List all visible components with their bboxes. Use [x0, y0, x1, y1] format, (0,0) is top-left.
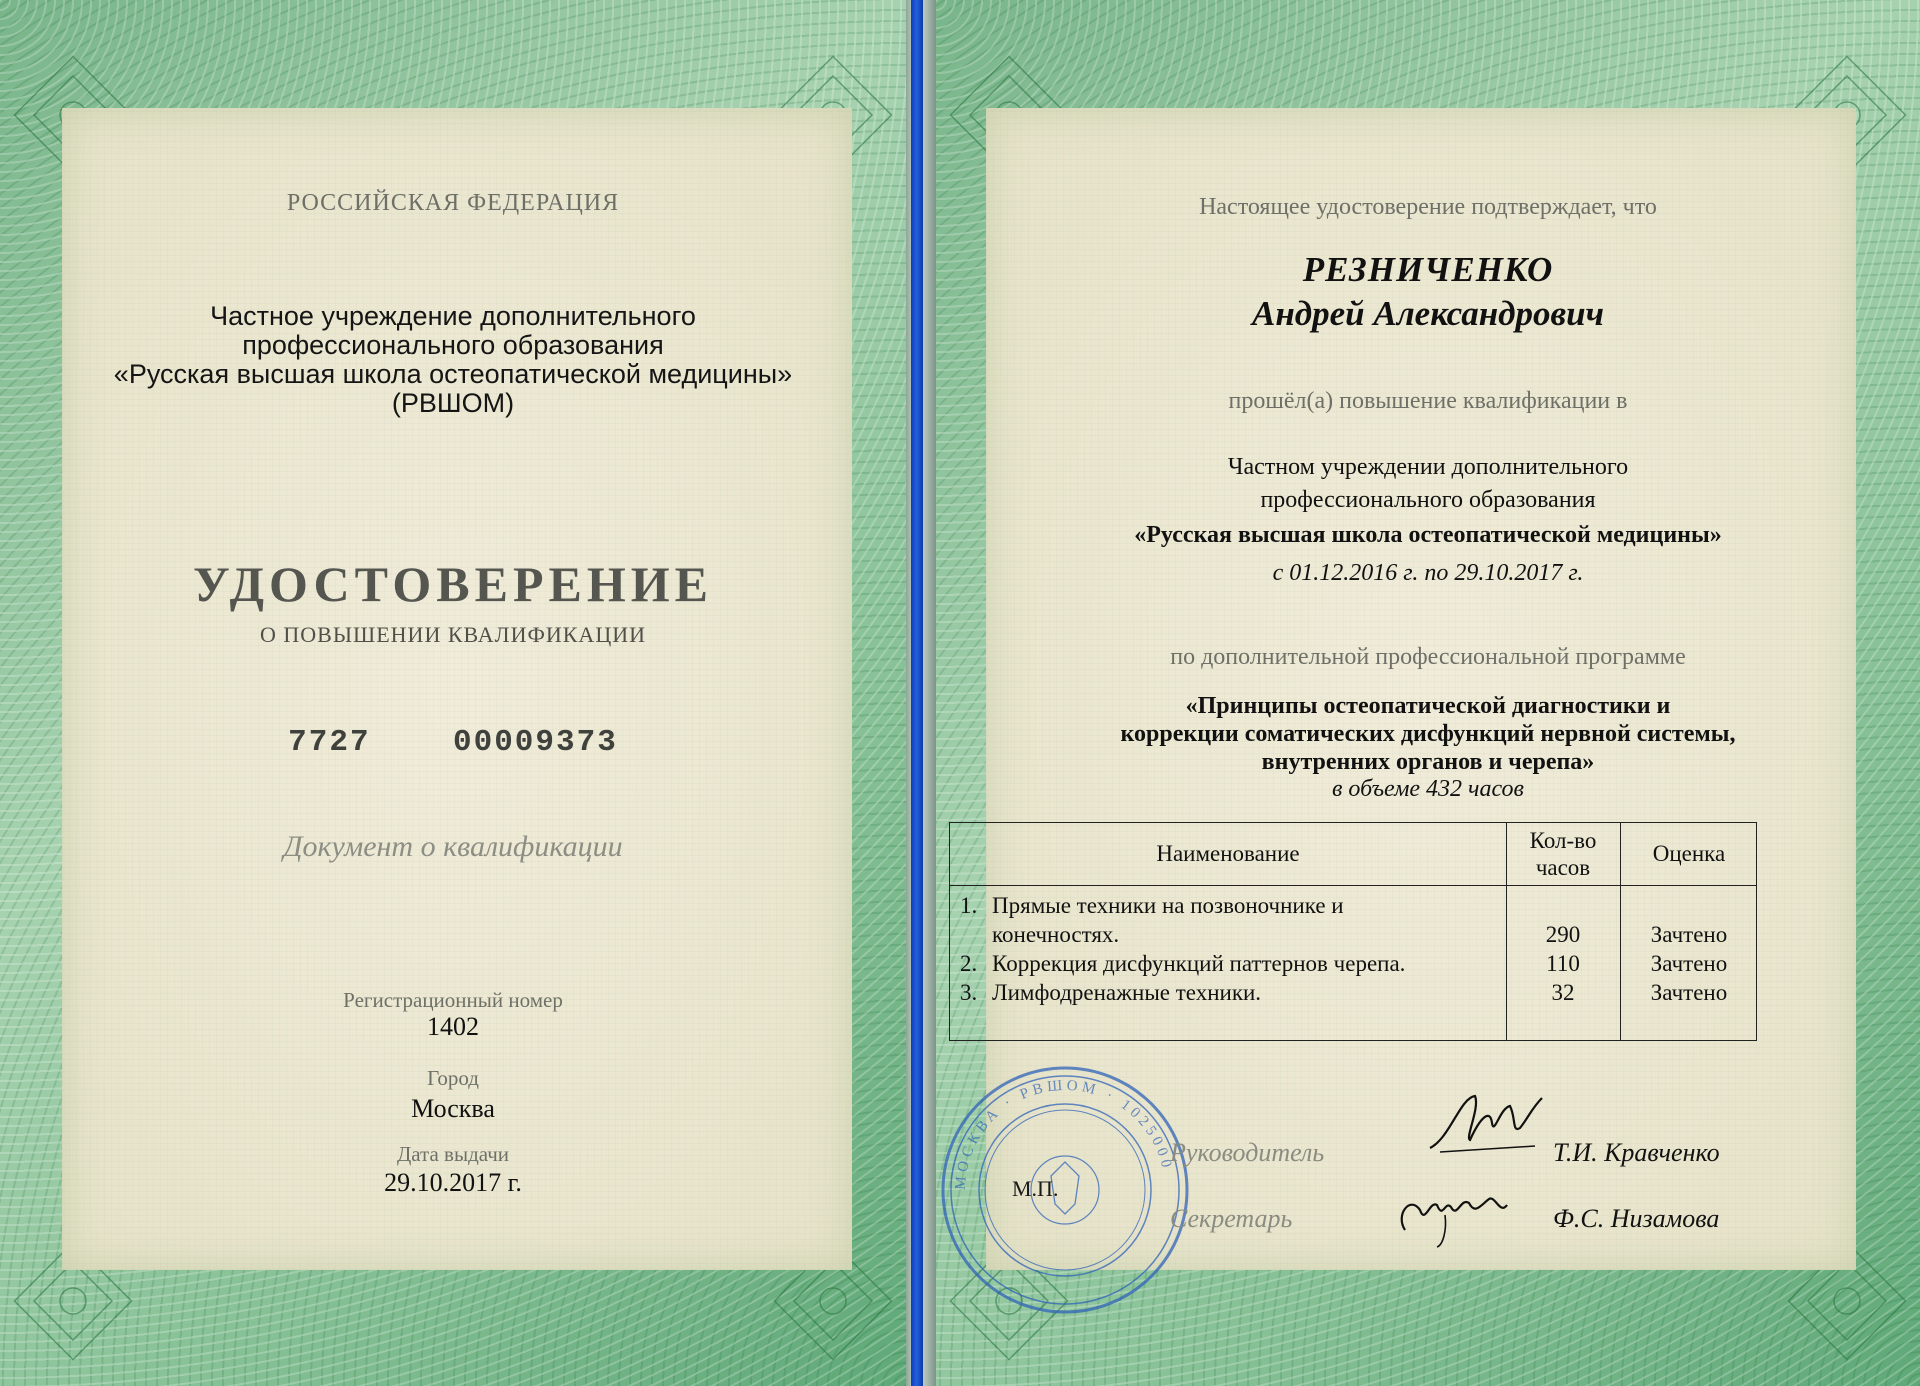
program-volume: в объеме 432 часов [1332, 776, 1524, 802]
city-label: Город [427, 1066, 479, 1090]
confirmation-intro: Настоящее удостоверение подтверждает, что [1199, 194, 1657, 220]
holder-name: Андрей Александрович [1251, 294, 1605, 333]
secretary-role-label: Секретарь [1170, 1204, 1293, 1233]
issue-date-label: Дата выдачи [396, 1142, 510, 1166]
courses-table [949, 822, 1757, 1041]
head-name: Т.И. Кравченко [1553, 1138, 1720, 1167]
study-period: с 01.12.2016 г. по 29.10.2017 г. [1272, 560, 1584, 586]
passed-statement: прошёл(а) повышение квалификации в [1228, 388, 1628, 414]
table-row: 2. Коррекция дисфункций паттернов черепа. [960, 951, 1406, 976]
column-header-name: Наименование [1156, 841, 1300, 866]
institution-line-2: профессионального образования [1260, 487, 1596, 513]
signature-icon [1420, 1078, 1550, 1168]
signature-icon [1385, 1175, 1515, 1255]
institution-line-3: «Русская высшая школа остеопатической медицины» [1134, 522, 1722, 548]
reg-number-label: Регистрационный номер [343, 988, 563, 1012]
svg-text:МОСКВА · РВШОМ · 1025000: МОСКВА · РВШОМ · 1025000 [952, 1077, 1176, 1191]
head-role-label: Руководитель [1170, 1138, 1325, 1167]
left-page [0, 0, 906, 1386]
secretary-name: Ф.С. Низамова [1553, 1204, 1720, 1233]
document-title: УДОСТОВЕРЕНИЕ [193, 556, 713, 612]
program-name: «Принципы остеопатической диагностики и коррекции соматических дисфункций нервной системы, внутренних органов и черепа» [1120, 693, 1736, 775]
institution-name: Частное учреждение дополнительного профессионального образования «Русская высшая школа остеопатической медицины» (РВШОМ) [113, 301, 793, 418]
reg-number-value: 1402 [427, 1012, 479, 1041]
holder-surname: РЕЗНИЧЕНКО [1302, 250, 1554, 289]
country-heading: РОССИЙСКАЯ ФЕДЕРАЦИЯ [286, 190, 620, 216]
institution-line-1: Частном учреждении дополнительного [1227, 454, 1629, 480]
course-grades: Зачтено Зачтено Зачтено [1650, 922, 1728, 1005]
official-stamp-icon [939, 1064, 1191, 1316]
table-row: 1. Прямые техники на позвоночнике и конечностях. [960, 893, 1344, 947]
table-row: 3. Лимфодренажные техники. [960, 980, 1262, 1005]
program-intro: по дополнительной профессиональной программе [1170, 644, 1686, 670]
document-subtitle: О ПОВЫШЕНИИ КВАЛИФИКАЦИИ [260, 622, 646, 647]
course-names [960, 891, 1506, 1007]
course-hours: 290 110 32 [1545, 922, 1581, 1005]
column-header-grade: Оценка [1652, 841, 1726, 866]
binding-ribbon [911, 0, 923, 1386]
stamp-mark-label: М.П. [1012, 1176, 1059, 1201]
issue-date-value: 29.10.2017 г. [384, 1168, 522, 1197]
document-type: Документ о квалификации [283, 830, 623, 863]
city-value: Москва [411, 1094, 495, 1123]
column-header-hours: Кол-во часов [1529, 828, 1597, 880]
document-number: 7727 00009373 [288, 725, 618, 760]
